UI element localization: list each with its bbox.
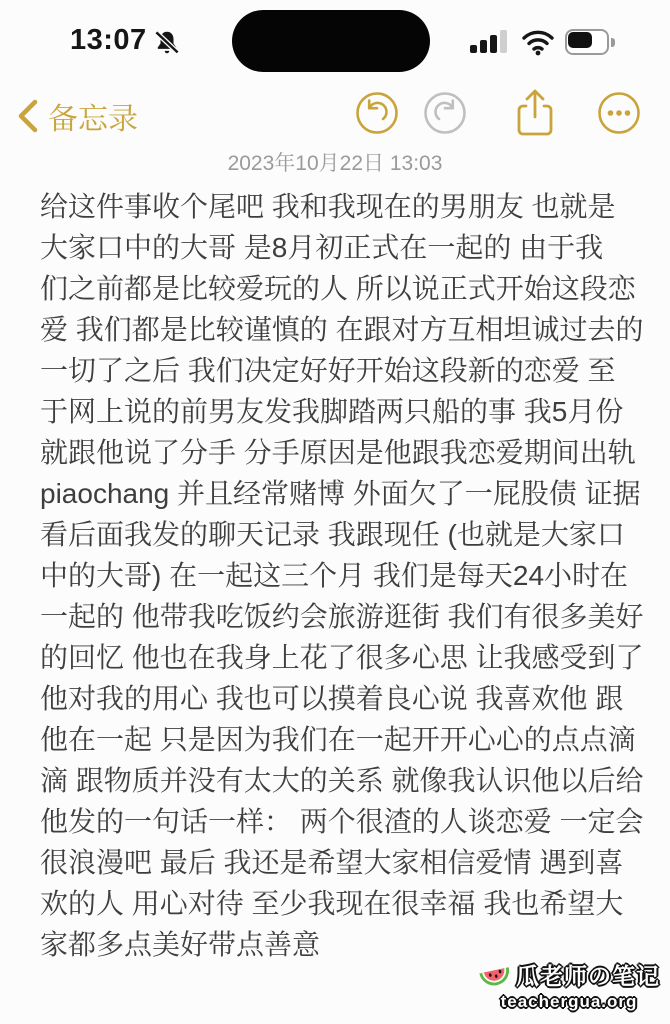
note-text-line: 看后面我发的聊天记录 我跟现任 (也就是大家口 [40, 519, 625, 550]
watermark-title: 瓜老师の笔记 [516, 963, 660, 989]
note-text-line: 爱 我们都是比较谨慎的 在跟对方互相坦诚过去的 [40, 314, 644, 345]
dynamic-island [232, 10, 430, 72]
back-button[interactable] [16, 94, 138, 138]
watermark-url: teachergua.org [500, 992, 638, 1011]
status-time: 13:07 [70, 24, 147, 56]
note-text-line: 一起的 他带我吃饭约会旅游逛街 我们有很多美好 [40, 601, 644, 632]
note-timestamp: 2023年10月22日 13:03 [227, 152, 443, 175]
redo-button[interactable] [422, 90, 468, 136]
back-label: 备忘录 [48, 103, 138, 136]
status-bar [0, 0, 670, 80]
note-text-line: 他在一起 只是因为我们在一起开开心心的点点滴 [40, 724, 636, 755]
note-text-line: 大家口中的大哥 是8月初正式在一起的 由于我 [40, 232, 604, 263]
note-text-line: 很浪漫吧 最后 我还是希望大家相信爱情 遇到喜 [40, 847, 624, 878]
note-text-line: 们之前都是比较爱玩的人 所以说正式开始这段恋 [40, 273, 636, 304]
share-button[interactable] [512, 88, 558, 138]
watermark [478, 958, 660, 1012]
battery-icon [565, 29, 617, 55]
note-text-line: 于网上说的前男友发我脚踏两只船的事 我5月份 [40, 396, 624, 427]
undo-button[interactable] [354, 90, 400, 136]
note-text-line: 欢的人 用心对待 至少我现在很幸福 我也希望大 [40, 888, 624, 919]
note-text-line: piaochang 并且经常赌博 外面欠了一屁股债 证据 [40, 478, 641, 509]
note-text-line: 一切了之后 我们决定好好开始这段新的恋爱 至 [40, 355, 616, 386]
note-text-line: 他对我的用心 我也可以摸着良心说 我喜欢他 跟 [40, 683, 624, 714]
chevron-left-icon [16, 99, 40, 133]
note-text-line: 就跟他说了分手 分手原因是他跟我恋爱期间出轨 [40, 437, 636, 468]
note-text-line: 给这件事收个尾吧 我和我现在的男朋友 也就是 [40, 191, 616, 222]
note-text-area[interactable] [0, 186, 670, 976]
note-text-line: 的回忆 他也在我身上花了很多心思 让我感受到了 [40, 642, 644, 673]
nav-bar [0, 88, 670, 146]
watermelon-icon [475, 956, 514, 992]
note-text-line: 家都多点美好带点善意 [40, 929, 321, 960]
cellular-signal-icon [470, 30, 510, 56]
wifi-icon [521, 28, 555, 56]
more-button[interactable] [596, 90, 642, 136]
note-text-line: 中的大哥) 在一起这三个月 我们是每天24小时在 [40, 560, 629, 591]
note-text-line: 滴 跟物质并没有太大的关系 就像我认识他以后给 [40, 765, 644, 796]
bell-slash-icon [152, 28, 182, 58]
note-text-line: 他发的一句话一样： 两个很渣的人谈恋爱 一定会 [40, 806, 644, 837]
